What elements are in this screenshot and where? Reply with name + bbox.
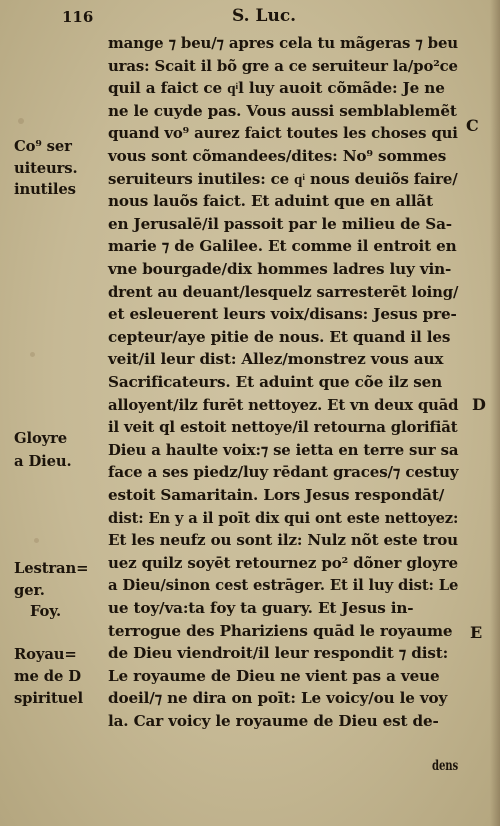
text-line: nous lauõs faict. Et aduint que en allãt	[108, 192, 433, 211]
foxing-spot	[30, 352, 35, 357]
text-line: seruiteurs inutiles: ce qͥ nous deuiõs faire/	[108, 169, 458, 188]
text-line: Sacrificateurs. Et aduint que cõe ilz sen	[108, 373, 443, 391]
text-line: quil a faict ce qͥl luy auoit cõmãde: Je ne	[108, 79, 445, 98]
margin-note-glory-2: a Dieu.	[14, 453, 72, 470]
foxing-spot	[34, 538, 39, 543]
margin-note-servants-3: inutiles	[14, 181, 76, 198]
text-line: marie ⁊ de Galilee. Et comme il entroit en	[108, 237, 457, 256]
text-line: estoit Samaritain. Lors Jesus respondāt/	[108, 486, 445, 504]
text-line: et esleuerent leurs voix/disans: Jesus pre-	[108, 305, 457, 324]
margin-note-glory-1: Gloyre	[14, 430, 68, 447]
margin-note-kingdom-3: spirituel	[14, 690, 83, 707]
text-line: ue toy/va:ta foy ta guary. Et Jesus in-	[108, 599, 414, 617]
margin-note-servants-2: uiteurs.	[14, 160, 78, 177]
text-line: il veit ql estoit nettoye/il retourna glorifiāt	[108, 418, 458, 437]
text-line: Dieu a haulte voix:⁊ se ietta en terre sur sa	[108, 440, 459, 459]
text-line: ne le cuyde pas. Vous aussi semblablemẽt	[108, 101, 457, 120]
text-line: la. Car voicy le royaume de Dieu est de-	[108, 712, 439, 730]
text-line: doeil/⁊ ne dira on poīt: Le voicy/ou le voy	[108, 689, 448, 708]
page-gutter-shadow	[490, 0, 500, 826]
text-line: terrogue des Phariziens quād le royaume	[108, 621, 453, 640]
running-head: S. Luc.	[232, 6, 297, 26]
text-line: en Jerusalē/il passoit par le milieu de Sa-	[108, 214, 452, 233]
margin-note-stranger-1: Lestran=	[14, 560, 89, 577]
catchword: dens	[432, 758, 459, 774]
text-line: face a ses piedz/luy rēdant graces/⁊ cestuy	[108, 463, 459, 482]
section-mark-e: E	[470, 623, 483, 642]
folio-number: 116	[62, 8, 94, 26]
text-line: a Dieu/sinon cest estrāger. Et il luy dist: Le	[108, 576, 459, 595]
margin-note-kingdom-2: me de D	[14, 668, 81, 685]
text-line: uez quilz soyēt retournez po² dõner gloyre	[108, 553, 458, 572]
text-line: Le royaume de Dieu ne vient pas a veue	[108, 666, 440, 685]
margin-note-kingdom-1: Royau=	[14, 646, 77, 663]
foxing-spot	[18, 118, 24, 124]
text-line: cepteur/aye pitie de nous. Et quand il les	[108, 327, 451, 346]
text-line: Et les neufz ou sont ilz: Nulz nõt este trou	[108, 531, 458, 550]
text-line: alloyent/ilz furēt nettoyez. Et vn deux quād	[108, 395, 459, 414]
text-line: veit/il leur dist: Allez/monstrez vous aux	[108, 350, 444, 369]
text-line: de Dieu viendroit/il leur respondit ⁊ dist:	[108, 644, 449, 663]
margin-note-faith: Foy.	[30, 603, 62, 620]
text-line: vous sont cõmandees/dites: Nο⁹ sommes	[108, 147, 447, 165]
text-line: mange ⁊ beu/⁊ apres cela tu mãgeras ⁊ beu	[108, 34, 459, 52]
section-mark-c: C	[466, 116, 479, 135]
text-line: drent au deuant/lesquelz sarresterēt loing/	[108, 282, 459, 301]
text-line: quand vo⁹ aurez faict toutes les choses qui	[108, 124, 458, 143]
margin-note-servants-1: Co⁹ ser	[14, 138, 72, 155]
section-mark-d: D	[472, 395, 486, 414]
text-line: dist: En y a il poīt dix qui ont este nettoyez:	[108, 508, 459, 527]
text-line: vne bourgade/dix hommes ladres luy vin-	[108, 260, 452, 278]
margin-note-stranger-2: ger.	[14, 582, 45, 599]
text-line: uras: Scait il bõ gre a ce seruiteur la/po²ce	[108, 56, 458, 75]
